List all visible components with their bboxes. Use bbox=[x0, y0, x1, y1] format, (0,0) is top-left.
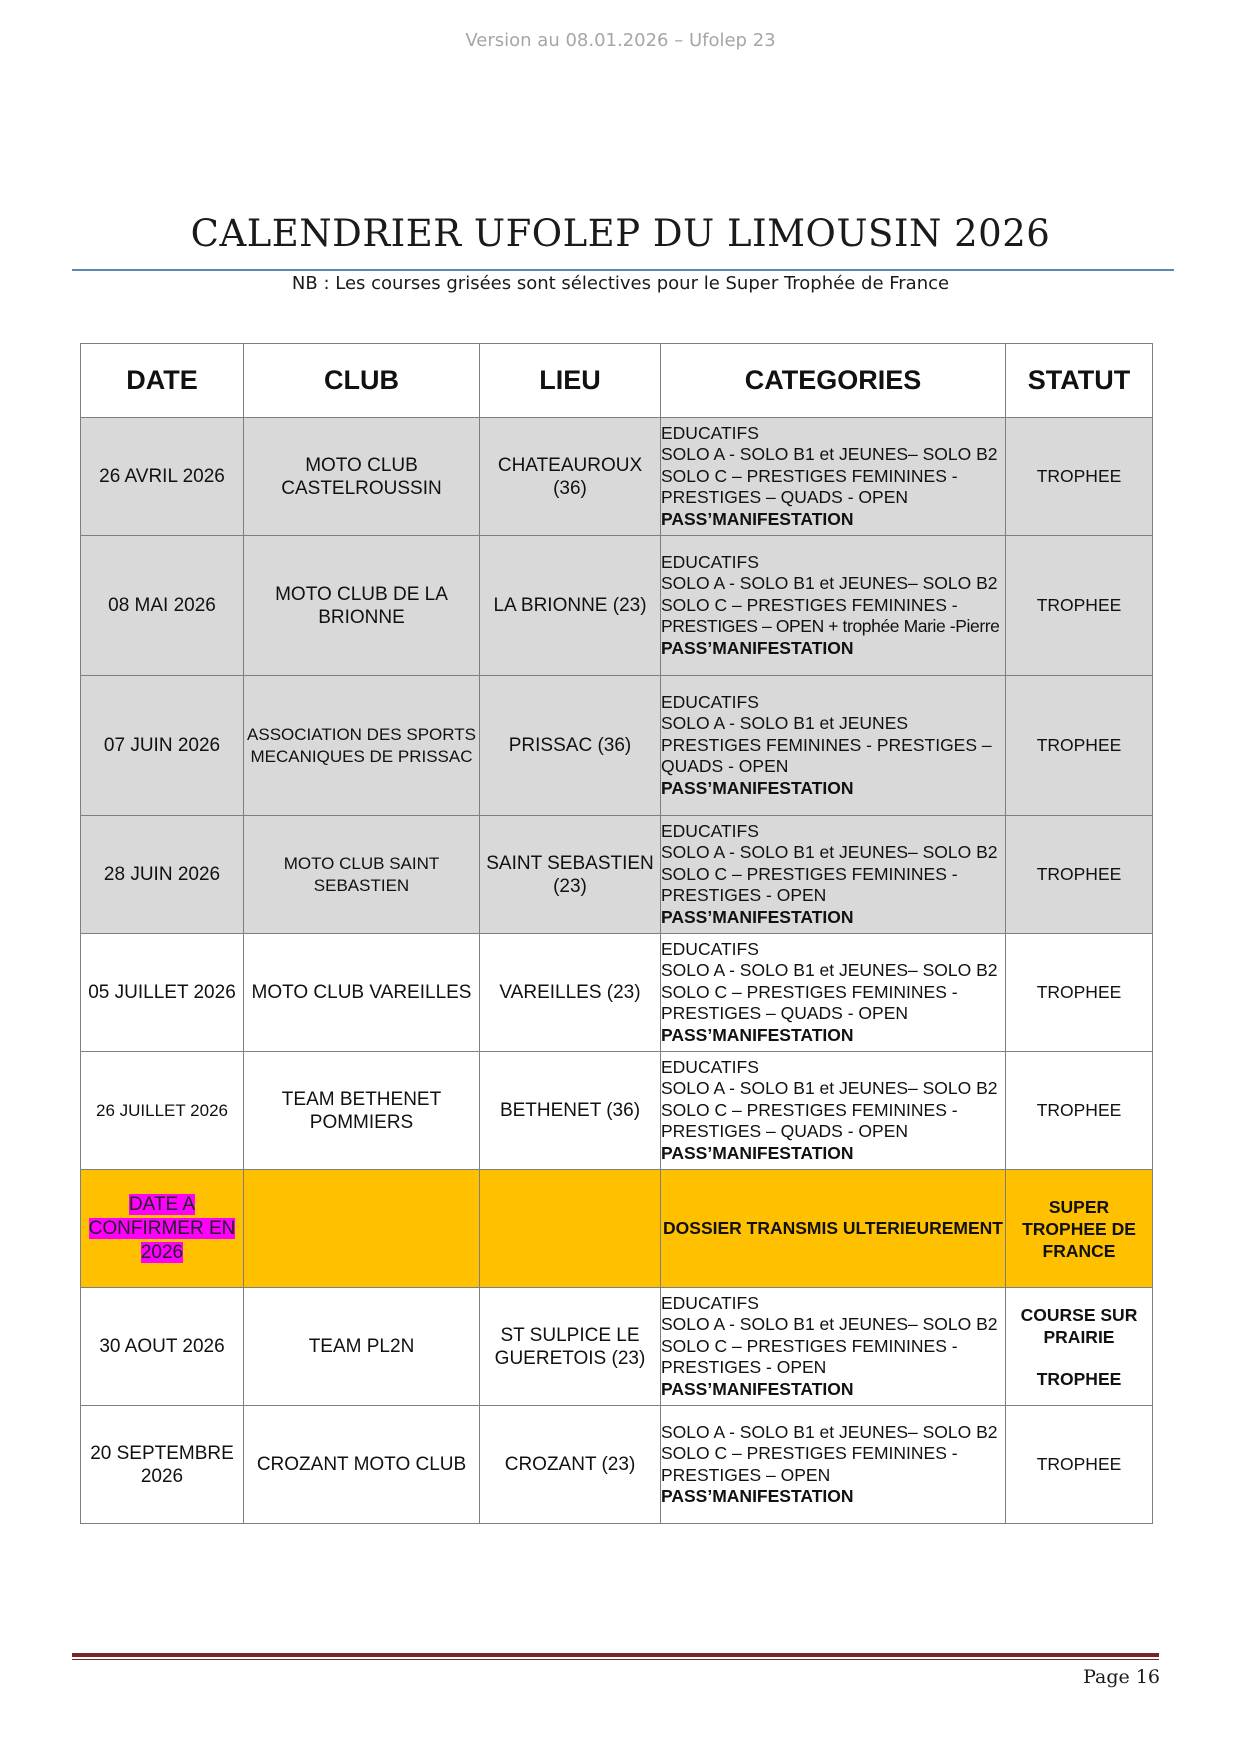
statut-spacer bbox=[1006, 1348, 1152, 1368]
club-cell: TEAM BETHENET POMMIERS bbox=[244, 1052, 480, 1170]
category-line: SOLO A - SOLO B1 et JEUNES– SOLO B2 bbox=[661, 444, 998, 465]
table-row bbox=[81, 676, 1153, 816]
pass-manifestation: PASS’MANIFESTATION bbox=[661, 1142, 854, 1163]
column-header-club: CLUB bbox=[244, 344, 480, 418]
statut-line: COURSE SUR PRAIRIE bbox=[1020, 1304, 1138, 1347]
club-cell: MOTO CLUB CASTELROUSSIN bbox=[244, 418, 480, 536]
footer-rule bbox=[72, 1653, 1159, 1657]
title-rule bbox=[72, 269, 1174, 271]
category-line: EDUCATIFS bbox=[661, 820, 759, 841]
categories-cell bbox=[661, 1288, 1006, 1406]
category-line: PRESTIGES – QUADS - OPEN bbox=[661, 1121, 908, 1142]
footer-rule-thin bbox=[72, 1659, 1159, 1660]
date-cell: 28 JUIN 2026 bbox=[81, 816, 244, 934]
category-line: PRESTIGES – QUADS - OPEN bbox=[661, 487, 908, 508]
date-cell: 26 JUILLET 2026 bbox=[81, 1052, 244, 1170]
category-line: SOLO C – PRESTIGES FEMININES - bbox=[661, 1335, 958, 1356]
pass-manifestation: PASS’MANIFESTATION bbox=[661, 637, 854, 658]
categories-cell bbox=[661, 536, 1006, 676]
category-line: PRESTIGES - OPEN bbox=[661, 1357, 827, 1378]
category-line: PRESTIGES – OPEN bbox=[661, 1464, 831, 1485]
statut-cell bbox=[1006, 1288, 1153, 1406]
statut-cell: SUPER TROPHEE DE FRANCE bbox=[1006, 1170, 1153, 1288]
date-cell bbox=[81, 1170, 244, 1288]
lieu-cell: BETHENET (36) bbox=[480, 1052, 661, 1170]
club-cell: ASSOCIATION DES SPORTS MECANIQUES DE PRISSAC bbox=[244, 676, 480, 816]
statut-cell: TROPHEE bbox=[1006, 1406, 1153, 1524]
lieu-cell: CHATEAUROUX (36) bbox=[480, 418, 661, 536]
category-line: SOLO A - SOLO B1 et JEUNES– SOLO B2 bbox=[661, 1314, 998, 1335]
table-row bbox=[81, 418, 1153, 536]
table-header-row bbox=[81, 344, 1153, 418]
statut-cell: TROPHEE bbox=[1006, 676, 1153, 816]
category-line: SOLO A - SOLO B1 et JEUNES– SOLO B2 bbox=[661, 1421, 998, 1442]
category-line: EDUCATIFS bbox=[661, 551, 759, 572]
category-line: EDUCATIFS bbox=[661, 422, 759, 443]
column-header-date: DATE bbox=[81, 344, 244, 418]
category-line: SOLO C – PRESTIGES FEMININES - bbox=[661, 863, 958, 884]
category-line: SOLO C – PRESTIGES FEMININES - bbox=[661, 1099, 958, 1120]
statut-cell: TROPHEE bbox=[1006, 1052, 1153, 1170]
table-row bbox=[81, 1052, 1153, 1170]
statut-cell: TROPHEE bbox=[1006, 536, 1153, 676]
club-cell: MOTO CLUB SAINT SEBASTIEN bbox=[244, 816, 480, 934]
table-row bbox=[81, 816, 1153, 934]
club-cell: MOTO CLUB DE LA BRIONNE bbox=[244, 536, 480, 676]
pass-manifestation: PASS’MANIFESTATION bbox=[661, 906, 854, 927]
categories-cell bbox=[661, 816, 1006, 934]
category-line: SOLO A - SOLO B1 et JEUNES bbox=[661, 713, 909, 734]
date-to-confirm-highlight: DATE A CONFIRMER EN 2026 bbox=[88, 1193, 236, 1263]
page-subtitle: NB : Les courses grisées sont sélectives pour le Super Trophée de France bbox=[291, 273, 950, 294]
statut-cell: TROPHEE bbox=[1006, 934, 1153, 1052]
pass-manifestation: PASS’MANIFESTATION bbox=[661, 1486, 854, 1506]
statut-cell: TROPHEE bbox=[1006, 816, 1153, 934]
pass-manifestation: PASS’MANIFESTATION bbox=[661, 1378, 854, 1399]
categories-cell bbox=[661, 934, 1006, 1052]
date-cell: 26 AVRIL 2026 bbox=[81, 418, 244, 536]
date-cell: 05 JUILLET 2026 bbox=[81, 934, 244, 1052]
category-line: SOLO A - SOLO B1 et JEUNES– SOLO B2 bbox=[661, 960, 998, 981]
date-cell: 07 JUIN 2026 bbox=[81, 676, 244, 816]
lieu-cell bbox=[480, 1170, 661, 1288]
category-line: SOLO A - SOLO B1 et JEUNES– SOLO B2 bbox=[661, 1078, 998, 1099]
calendar-table bbox=[80, 343, 1153, 1524]
pass-manifestation: PASS’MANIFESTATION bbox=[661, 1024, 854, 1045]
category-line: PRESTIGES – QUADS - OPEN bbox=[661, 1003, 908, 1024]
table-row bbox=[81, 1288, 1153, 1406]
club-cell: MOTO CLUB VAREILLES bbox=[244, 934, 480, 1052]
category-line: SOLO A - SOLO B1 et JEUNES– SOLO B2 bbox=[661, 573, 998, 594]
category-line: PRESTIGES FEMININES - PRESTIGES – bbox=[661, 734, 992, 755]
pass-manifestation: PASS’MANIFESTATION bbox=[661, 777, 854, 798]
category-line: EDUCATIFS bbox=[661, 691, 759, 712]
date-cell: 20 SEPTEMBRE 2026 bbox=[81, 1406, 244, 1524]
category-line: SOLO C – PRESTIGES FEMININES - bbox=[661, 1443, 958, 1463]
categories-cell bbox=[661, 676, 1006, 816]
category-line: QUADS - OPEN bbox=[661, 756, 789, 777]
column-header-categories: CATEGORIES bbox=[661, 344, 1006, 418]
table-row bbox=[81, 1170, 1153, 1288]
table-row bbox=[81, 1406, 1153, 1524]
pass-manifestation: PASS’MANIFESTATION bbox=[661, 508, 854, 529]
club-cell: CROZANT MOTO CLUB bbox=[244, 1406, 480, 1524]
lieu-cell: CROZANT (23) bbox=[480, 1406, 661, 1524]
table-row bbox=[81, 934, 1153, 1052]
lieu-cell: PRISSAC (36) bbox=[480, 676, 661, 816]
category-line: SOLO C – PRESTIGES FEMININES - bbox=[661, 465, 958, 486]
statut-line: TROPHEE bbox=[1036, 1368, 1122, 1389]
category-line: SOLO A - SOLO B1 et JEUNES– SOLO B2 bbox=[661, 842, 998, 863]
category-line: PRESTIGES - OPEN bbox=[661, 885, 827, 906]
column-header-statut: STATUT bbox=[1006, 344, 1153, 418]
category-line: EDUCATIFS bbox=[661, 938, 759, 959]
date-cell: 30 AOUT 2026 bbox=[81, 1288, 244, 1406]
categories-cell: DOSSIER TRANSMIS ULTERIEUREMENT bbox=[661, 1170, 1006, 1288]
table-row bbox=[81, 536, 1153, 676]
lieu-cell: SAINT SEBASTIEN (23) bbox=[480, 816, 661, 934]
column-header-lieu: LIEU bbox=[480, 344, 661, 418]
categories-cell bbox=[661, 418, 1006, 536]
lieu-cell: VAREILLES (23) bbox=[480, 934, 661, 1052]
page-number: Page 16 bbox=[1083, 1666, 1160, 1688]
categories-cell bbox=[661, 1052, 1006, 1170]
date-cell: 08 MAI 2026 bbox=[81, 536, 244, 676]
club-cell: TEAM PL2N bbox=[244, 1288, 480, 1406]
page-title: CALENDRIER UFOLEP DU LIMOUSIN 2026 bbox=[190, 212, 1051, 255]
category-line: EDUCATIFS bbox=[661, 1056, 759, 1077]
statut-cell: TROPHEE bbox=[1006, 418, 1153, 536]
lieu-cell: ST SULPICE LE GUERETOIS (23) bbox=[480, 1288, 661, 1406]
club-cell bbox=[244, 1170, 480, 1288]
category-line: SOLO C – PRESTIGES FEMININES - bbox=[661, 981, 958, 1002]
category-line: SOLO C – PRESTIGES FEMININES - bbox=[661, 594, 958, 615]
lieu-cell: LA BRIONNE (23) bbox=[480, 536, 661, 676]
category-line: PRESTIGES – OPEN + trophée Marie -Pierre bbox=[661, 616, 1000, 637]
categories-cell bbox=[661, 1406, 1006, 1524]
category-line: EDUCATIFS bbox=[661, 1292, 759, 1313]
header-version: Version au 08.01.2026 – Ufolep 23 bbox=[465, 30, 776, 51]
